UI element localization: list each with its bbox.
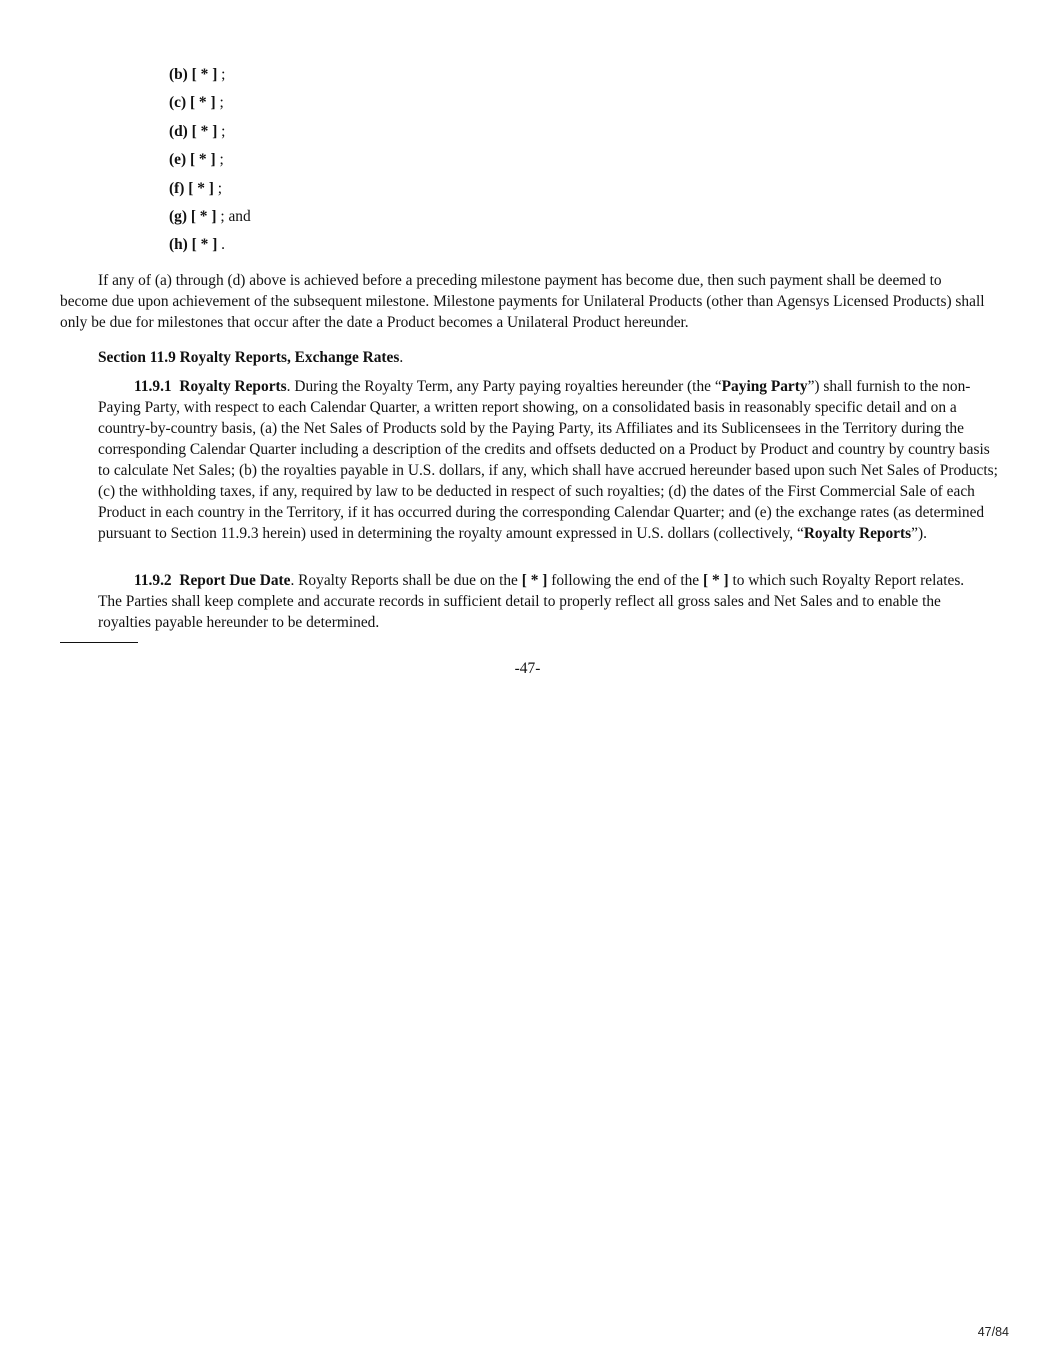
redacted-blank: [ * ] xyxy=(702,572,729,589)
milestone-item xyxy=(169,92,251,120)
milestone-suffix: ; xyxy=(215,94,224,112)
royalty-reports-paragraph xyxy=(98,376,998,544)
milestone-item xyxy=(169,149,251,177)
milestone-blank: [ * ] xyxy=(191,236,218,254)
page-number: -47- xyxy=(514,660,541,677)
milestone-item xyxy=(169,234,251,262)
milestone-item xyxy=(169,121,251,149)
milestone-label: (d) xyxy=(169,122,188,140)
milestone-blank: [ * ] xyxy=(191,122,218,140)
clause-title: Royalty Reports xyxy=(179,378,287,395)
page-count: 47/84 xyxy=(977,1325,1009,1339)
milestone-suffix: ; xyxy=(217,122,226,140)
defined-term: Paying Party xyxy=(721,378,808,395)
milestone-label: (e) xyxy=(169,151,187,169)
milestone-blank: [ * ] xyxy=(190,207,217,225)
milestone-paragraph: If any of (a) through (d) above is achieved before a preceding milestone payment has become due, then such payment shall be deemed to become due upon achievement of the subsequent milestone. Milestone payments for Unilateral Products (other than Agensys Licensed Products) shall only be due for milestones that occur after the date a Product becomes a Unilateral Product hereunder. xyxy=(60,272,985,331)
section-heading-text: Section 11.9 Royalty Reports, Exchange Rates xyxy=(98,349,400,366)
milestone-label: (g) xyxy=(169,207,187,225)
milestone-blank: [ * ] xyxy=(191,66,218,83)
clause-title: Report Due Date xyxy=(179,572,291,589)
milestone-blank: [ * ] xyxy=(189,94,216,112)
milestone-suffix: ; xyxy=(217,66,226,83)
milestone-suffix: ; and xyxy=(216,207,251,225)
section-heading-end: . xyxy=(399,349,404,366)
defined-term: Royalty Reports xyxy=(803,525,912,542)
section-heading xyxy=(98,347,403,368)
milestone-label: (h) xyxy=(169,236,188,254)
milestone-blank: [ * ] xyxy=(188,179,214,197)
report-due-date-paragraph xyxy=(98,570,988,633)
clause-text: . Royalty Reports shall be due on the xyxy=(290,572,522,589)
clause-text: ”) shall furnish to the non-Paying Party, with respect to each Calendar Quarter, a written report showing, on a consolidated basis in reasonably specific detail and on a country-by-country basis, (a) the Net Sales of Products sold by the Paying Party, its Affiliates and its Sublicensees in the Territory during the corresponding Calendar Quarter including a description of the credits and offsets deducted on a Product by Product and country by country basis to calculate Net Sales; (b) the royalties payable in U.S. dollars, if any, which shall have accrued hereunder based upon such Net Sales of Products; (c) the withholding taxes, if any, required by law to be deducted in respect of such royalties; (d) the dates of the First Commercial Sale of each Product in each country in the Territory, if it has occurred during the corresponding Calendar Quarter; and (e) the exchange rates (as determined pursuant to Section 11.9.3 herein) used in determining the royalty amount expressed in U.S. dollars (collectively, “ xyxy=(98,378,998,542)
milestone-suffix: ; xyxy=(213,179,223,197)
clause-text: to which such Royalty Report relates. The Parties shall keep complete and accurate records in sufficient detail to properly reflect all gross sales and Net Sales and to enable the royalties payable hereunder to be determined. xyxy=(98,572,965,631)
milestone-label: (c) xyxy=(169,94,187,112)
milestone-label: (f) xyxy=(169,179,185,197)
redacted-blank: [ * ] xyxy=(521,572,548,589)
clause-number: 11.9.2 xyxy=(134,572,172,589)
milestone-item xyxy=(169,64,251,92)
clause-text: ”). xyxy=(911,525,927,542)
footnote-divider xyxy=(60,642,138,643)
milestone-item xyxy=(169,206,251,234)
milestone-list xyxy=(169,64,251,263)
clause-text: following the end of the xyxy=(547,572,703,589)
milestone-blank: [ * ] xyxy=(189,151,216,169)
milestone-suffix: ; xyxy=(215,151,224,169)
milestone-suffix: . xyxy=(217,236,226,254)
clause-text: . During the Royalty Term, any Party paying royalties hereunder (the “ xyxy=(286,378,722,395)
milestone-label: (b) xyxy=(169,66,188,83)
milestone-item xyxy=(169,178,251,206)
clause-number: 11.9.1 xyxy=(134,378,172,395)
